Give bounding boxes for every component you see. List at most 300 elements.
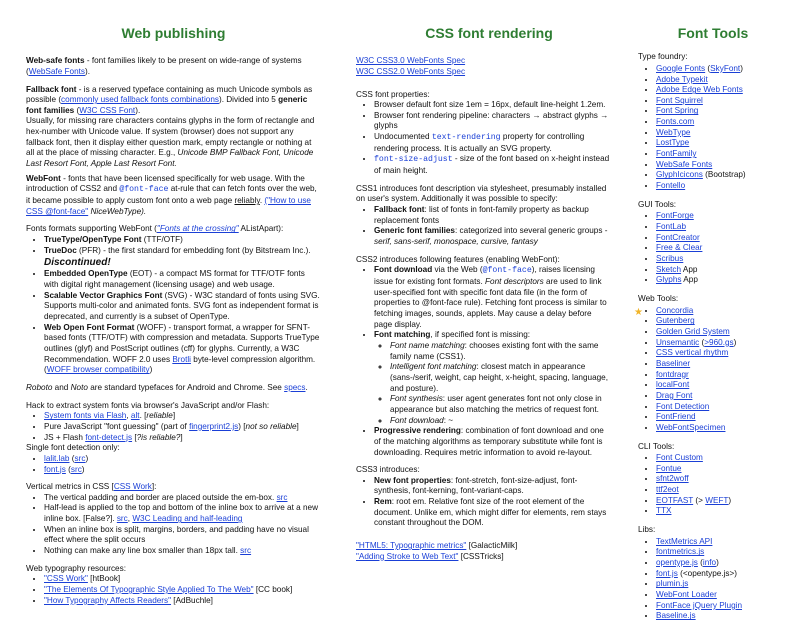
fallback-text-1: - is a reserved typeface containing as much Unicode symbols as possible ( — [26, 84, 313, 105]
opentype-js-link[interactable]: opentype.js — [656, 558, 698, 568]
resource-source: [AdBuchle] — [171, 595, 213, 605]
tool-item — [656, 160, 788, 171]
960-gs-link[interactable]: >960.gs — [704, 337, 734, 347]
tool-item — [656, 138, 788, 149]
baseliner-link[interactable]: Baseliner — [656, 358, 691, 368]
resources-list — [26, 574, 321, 606]
unsemantic-link[interactable]: Unsemantic — [656, 337, 700, 347]
vmetrics-text: The vertical padding and border are placed outside the em-box. — [44, 492, 277, 502]
tool-item — [656, 128, 788, 139]
fontforge-link[interactable]: FontForge — [656, 211, 694, 221]
tool-item — [656, 611, 788, 622]
websafe-text: - font families likely to be present on wide-range of systems ( — [26, 56, 302, 76]
vmetrics-list — [26, 493, 321, 557]
css-vertical-rhythm-link[interactable]: CSS vertical rhythm — [656, 348, 729, 358]
fontdragr-link[interactable]: fontdragr — [656, 369, 689, 379]
roboto-paragraph — [26, 383, 321, 394]
css2-text: ), raises licensing issue for existing font formats. — [374, 265, 595, 286]
type-foundry-label: Type foundry: — [638, 52, 688, 62]
fontfamily-link[interactable]: FontFamily — [656, 149, 697, 159]
fontlab-link[interactable]: FontLab — [656, 222, 687, 232]
matching-term: Font name matching — [390, 340, 465, 350]
fonts-at-crossing-link[interactable]: "Fonts at the crossing" — [156, 224, 239, 234]
font-squirrel-link[interactable]: Font Squirrel — [656, 95, 703, 105]
tool-item — [656, 254, 788, 265]
format-desc: (SVG) - W3C standard of fonts using SVG. Supports multi-color and animated fonts. SVG font as independent format is deprecated, and currently is a subset of OpenType. — [44, 290, 320, 321]
resource-item — [44, 585, 321, 596]
tool-item — [656, 85, 788, 96]
css1-text: : list of fonts in font-family property as backup replacement fonts — [374, 205, 589, 225]
font-size-adjust-code: font-size-adjust — [374, 155, 453, 165]
fallback-text-3: ( — [74, 105, 80, 115]
tool-item — [656, 496, 788, 507]
prop-item — [374, 154, 612, 176]
font-properties-section — [356, 90, 612, 177]
tool-item — [656, 181, 788, 192]
hack-note: reliable — [146, 411, 173, 421]
hack-sep: [ — [132, 432, 137, 442]
column-title-font-tools: Font Tools — [677, 25, 749, 41]
hack-sep: ) [ — [238, 421, 246, 431]
format-name: TrueDoc — [44, 245, 77, 255]
column-title-css-font-rendering: CSS font rendering — [425, 25, 553, 41]
font-detect-link[interactable]: font-detect.js — [85, 432, 133, 442]
baseline-js-link[interactable]: Baseline.js — [656, 611, 696, 621]
format-name: Web Open Font Format — [44, 322, 135, 332]
w3c-css2-spec-link[interactable]: W3C CSS2.0 WebFonts Spec — [356, 66, 466, 76]
info-link[interactable]: info — [702, 558, 717, 568]
webtype-link[interactable]: WebType — [656, 127, 691, 137]
tool-item — [656, 233, 788, 244]
google-fonts-link[interactable]: Google Fonts — [656, 63, 706, 73]
hack-note: not so reliable — [245, 421, 297, 431]
tool-item — [656, 547, 788, 558]
single-sep: ) — [85, 453, 89, 463]
vmetrics-item — [44, 493, 321, 504]
format-item — [44, 246, 321, 270]
webfontspecimen-link[interactable]: WebFontSpecimen — [656, 422, 726, 432]
ref-source: [CSSTricks] — [458, 551, 504, 561]
tool-item — [656, 117, 788, 128]
tool-note: ) — [728, 495, 732, 505]
css2-list — [356, 265, 612, 458]
css3-text: : font-stretch, font-size-adjust, font-synthesis, font-kerning, font-variant-caps. — [374, 475, 578, 496]
hack-text: Pure JavaScript "font guessing" (part of — [44, 421, 190, 431]
brotli-link[interactable]: Brotli — [172, 354, 191, 364]
vmetrics-text: When an inline box is split, margins, borders, and padding have no visual effect where the split occurs — [44, 524, 309, 545]
hack-item — [44, 411, 321, 422]
css3-list — [356, 476, 612, 529]
props-intro: CSS font properties: — [356, 89, 430, 99]
resources-intro: Web typography resources: — [26, 563, 126, 573]
fontfriend-link[interactable]: FontFriend — [656, 412, 696, 422]
webfont-term: WebFont — [26, 173, 61, 183]
tool-item — [634, 305, 788, 318]
matching-item — [390, 394, 612, 415]
hack-text: JS + Flash — [44, 432, 86, 442]
web-publishing-column — [26, 0, 321, 605]
matching-text: : user agent generates font not only close in appearance but also matching the metrics of request font. — [390, 394, 602, 414]
vmetrics-item — [44, 503, 321, 524]
matching-term: Font synthesis — [390, 394, 443, 404]
fingerprint2-link[interactable]: fingerprint2.js — [189, 421, 239, 431]
tool-item — [656, 106, 788, 117]
webfont-reliably: reliably — [234, 196, 260, 206]
css3-intro: CSS3 introduces: — [356, 465, 420, 475]
single-detection-list — [26, 454, 321, 475]
format-desc: (EOT) - a compact MS format for TTF/OTF fonts with digital right management (licensing usage) and web usage. — [44, 269, 305, 289]
fallback-text-2: ). Divided into 5 — [218, 95, 279, 105]
scribus-link[interactable]: Scribus — [656, 254, 684, 263]
formats-intro-text: Fonts formats supporting WebFont ( — [26, 224, 157, 234]
adobe-edge-web-fonts-link[interactable]: Adobe Edge Web Fonts — [656, 85, 743, 95]
tool-note: (> — [693, 495, 706, 505]
tool-item — [656, 601, 788, 612]
gutenberg-link[interactable]: Gutenberg — [656, 316, 695, 326]
eotfast-link[interactable]: EOTFAST — [656, 495, 694, 505]
hack-intro: Hack to extract system fonts via browser's JavaScript and/or Flash: — [26, 400, 270, 410]
tool-note: ( — [697, 558, 703, 568]
hack-note: ?is reliable? — [136, 432, 181, 442]
websafe-fonts-link[interactable]: WebSafe Fonts — [28, 66, 86, 76]
fontmetrics-js-link[interactable]: fontmetrics.js — [656, 547, 705, 557]
vmetrics-text: Half-lead is applied to the top and bottom of the inline box to arrive at a new inline box. [False?]. — [44, 503, 318, 524]
tool-note: App — [681, 264, 698, 274]
tool-item — [656, 558, 788, 569]
tool-note: ) — [740, 63, 743, 73]
libs-list — [638, 537, 788, 622]
css3-item — [374, 497, 612, 529]
css1-item — [374, 205, 612, 226]
vmetrics-text: Nothing can make any line box smaller than 18px tall. — [44, 546, 241, 556]
webfont-text-2: at-rule that can fetch fonts over the web, it became possible to apply custom font onto a web page — [26, 184, 317, 206]
font-detection-link[interactable]: Font Detection — [656, 401, 710, 411]
prop-text: property for controlling rendering process. It is actually an SVG property. — [374, 132, 585, 153]
tool-item — [656, 474, 788, 485]
generic-families-term: generic font families — [26, 95, 308, 115]
tool-item — [656, 391, 788, 402]
tool-item — [656, 211, 788, 222]
props-list — [356, 100, 612, 177]
css2-text: via the Web ( — [432, 265, 483, 275]
font-face-code: @font-face — [482, 266, 532, 276]
matching-item — [390, 362, 612, 394]
css2-item — [374, 330, 612, 426]
tool-item — [656, 243, 788, 254]
format-item — [44, 291, 321, 323]
star-icon: • ★ — [634, 306, 643, 318]
hack-item — [44, 433, 321, 444]
vmetrics-item — [44, 546, 321, 557]
prop-item — [374, 132, 612, 154]
prop-item — [374, 100, 612, 111]
tool-item — [656, 423, 788, 434]
css-work-link[interactable]: CSS Work — [113, 482, 152, 492]
resource-source: [CC book] — [253, 585, 293, 595]
webfont-text-3: . — [259, 196, 265, 206]
ttx-link[interactable]: TTX — [656, 506, 672, 516]
css2-item — [374, 265, 612, 330]
websafe-end: ). — [85, 66, 91, 76]
css1-list — [356, 205, 612, 248]
hack-sep: . [ — [139, 411, 147, 421]
matching-item — [390, 416, 612, 427]
concordia-link[interactable]: Concordia — [656, 305, 694, 315]
adding-stroke-link[interactable]: "Adding Stroke to Web Text" — [356, 551, 459, 561]
hack-list — [26, 411, 321, 443]
tool-item — [656, 537, 788, 548]
web-tools-label: Web Tools: — [638, 293, 679, 303]
css2-item — [374, 426, 612, 458]
format-desc: (WOFF) - transport format, a wrapper for SFNT-based fonts (TTF/OTF) with compression and metadata. Supports TrueType outlines (glyf) and PostScript outlines (cff) for glyphs. Currently, a W3C Recommendation. WOFF 2.0 uses — [44, 322, 320, 364]
tool-note: (<opentype.js>) — [677, 568, 738, 578]
css2-term: Progressive rendering — [374, 426, 461, 436]
tool-item — [656, 316, 788, 327]
roboto-text-1: and — [52, 382, 71, 392]
css1-section — [356, 184, 612, 248]
tool-item — [656, 579, 788, 590]
single-sep: ) — [81, 464, 85, 474]
prop-text: Browser default font size 1em = 16px, default line-height 1.2em. — [374, 100, 606, 110]
tool-note: ( — [705, 63, 711, 73]
format-item — [44, 323, 321, 376]
typography-readers-link[interactable]: "How Typography Affects Readers" — [44, 595, 172, 605]
html5-typographic-metrics-link[interactable]: "HTML5: Typographic metrics" — [356, 541, 467, 551]
css2-section — [356, 255, 612, 458]
src-link[interactable]: src — [240, 546, 252, 556]
css-font-rendering-column — [356, 0, 612, 605]
glyphicicons-link[interactable]: GlyphIcicons — [656, 170, 703, 180]
fallback-paragraph — [26, 85, 321, 170]
tool-item — [656, 170, 788, 181]
tool-note: App — [681, 275, 698, 285]
font-descriptors-term: Font descriptors — [485, 277, 544, 286]
src-link[interactable]: src — [74, 453, 86, 463]
tool-item — [656, 75, 788, 86]
losttype-link[interactable]: LostType — [656, 138, 690, 148]
css2-intro: CSS2 introduces following features (enabling WebFont): — [356, 254, 560, 264]
css1-term: Fallback font — [374, 205, 425, 215]
vmetrics-intro-end: ]: — [151, 482, 157, 492]
webfont-text-1: - fonts that have been licensed specifically for web usage. With the introduction of CSS2 and — [26, 173, 305, 194]
tool-item — [656, 64, 788, 75]
format-item — [44, 269, 321, 290]
drag-font-link[interactable]: Drag Font — [656, 390, 693, 400]
css3-item — [374, 476, 612, 497]
fontface-jquery-plugin-link[interactable]: FontFace jQuery Plugin — [656, 600, 743, 610]
fallback-examples: Unicode BMP Fallback Font, Unicode Last Resort Font, Apple Last Resort Font. — [26, 148, 314, 169]
resource-source: [htBook] — [87, 574, 121, 584]
w3c-css3-spec-link[interactable]: W3C CSS3.0 WebFonts Spec — [356, 56, 466, 66]
skyfont-link[interactable]: SkyFont — [710, 63, 741, 73]
tool-item — [656, 402, 788, 413]
ttf2eot-link[interactable]: ttf2eot — [656, 485, 679, 495]
format-name: Scalable Vector Graphics Font — [44, 290, 163, 300]
tool-item — [656, 380, 788, 391]
font-formats-intro — [26, 224, 321, 235]
vmetrics-item — [44, 525, 321, 546]
tool-item — [656, 265, 788, 276]
matching-text: : closest match in appearance (sans-/serif, weight, cap height, x-height, spacing, language, and posture). — [390, 362, 609, 393]
w3c-leading-link[interactable]: W3C Leading and half-leading — [132, 514, 243, 524]
css2-term: Font matching — [374, 330, 431, 340]
adobe-typekit-link[interactable]: Adobe Typekit — [656, 74, 708, 84]
glyphs-link[interactable]: Glyphs — [656, 275, 682, 285]
font-custom-link[interactable]: Font Custom — [656, 453, 703, 463]
ref-source: [GalacticMilk] — [466, 541, 518, 551]
tool-item — [656, 464, 788, 475]
sfnt2woff-link[interactable]: sfnt2woff — [656, 474, 689, 484]
css2-text: : combination of font download and one of the matching algorithms as temporary substitute while font is downloading. Requires metric information to avoid re-layout. — [374, 426, 604, 457]
noto-name: Noto — [70, 382, 88, 392]
gui-tools-list — [638, 211, 788, 286]
font-js-link[interactable]: font.js — [656, 568, 678, 578]
tool-item — [656, 453, 788, 464]
vertical-metrics-section — [26, 482, 321, 557]
matching-item — [390, 341, 612, 362]
src-link[interactable]: src — [70, 464, 82, 474]
css1-text: : categorized into several generic groups - — [455, 226, 608, 236]
fontue-link[interactable]: Fontue — [656, 463, 682, 473]
textmetrics-api-link[interactable]: TextMetrics API — [656, 536, 713, 546]
css3-section — [356, 465, 612, 529]
css-work-book-link[interactable]: "CSS Work" — [44, 574, 88, 584]
tool-item — [656, 348, 788, 359]
tool-item — [656, 275, 788, 286]
web-tools-list — [634, 305, 788, 434]
css1-intro: CSS1 introduces font description via stylesheet, presumably installed on user's system. Additionally it was possible to specify: — [356, 183, 607, 204]
prop-text: - size of the font based on x-height instead of main height. — [374, 154, 610, 176]
tool-item — [656, 149, 788, 160]
roboto-text-2: are standard typefaces for Android and Chrome. See — [87, 382, 285, 392]
tool-item — [656, 506, 788, 517]
cli-tools-list — [638, 453, 788, 517]
src-link[interactable]: src — [276, 492, 288, 502]
cli-tools-label: CLI Tools: — [638, 441, 675, 451]
hack-sep: ] — [172, 411, 176, 421]
tool-item — [656, 338, 788, 349]
hack-sep: ] — [180, 432, 183, 442]
format-name: TrueType/OpenType Font — [44, 235, 142, 245]
fontcreator-link[interactable]: FontCreator — [656, 232, 700, 242]
column-title-web-publishing: Web publishing — [121, 25, 226, 41]
roboto-name: Roboto — [26, 382, 53, 392]
src-link[interactable]: src — [116, 514, 128, 524]
golden-grid-system-link[interactable]: Golden Grid System — [656, 326, 730, 336]
generic-families-list: serif, sans-serif, monospace, cursive, fantasy — [374, 237, 538, 247]
css3-term: Rem — [374, 497, 392, 507]
webfont-text-4: NiceWebType). — [88, 206, 147, 216]
single-sep: ( — [69, 453, 75, 463]
fallback-combinations-link[interactable]: commonly used fallback fonts combinations — [61, 95, 219, 105]
vmetrics-intro-text: Vertical metrics in CSS [ — [26, 482, 114, 492]
w3c-css-font-link[interactable]: W3C CSS Font — [79, 105, 136, 115]
fallback-text-5: Usually, for missing rare characters contains glyphs in the form of rectangle and hex-number with Unicode value. If system (browser) does not support any fallback font, then it display either question mark, empty rectangle or nothing at all at the place of missing character. E.g., — [26, 116, 315, 158]
weft-link[interactable]: WEFT — [705, 495, 729, 505]
fallback-text-4: ). — [135, 105, 141, 115]
tool-item — [656, 590, 788, 601]
system-fonts-flash-link[interactable]: System fonts via Flash — [44, 411, 127, 421]
alt-link[interactable]: alt — [130, 411, 140, 421]
free-clear-link[interactable]: Free & Clear — [656, 243, 703, 253]
css3-term: New font properties — [374, 475, 451, 485]
hack-item — [44, 422, 321, 433]
tool-item — [656, 359, 788, 370]
tool-item — [656, 412, 788, 423]
tool-note: (Bootstrap) — [702, 170, 746, 180]
tool-item — [656, 485, 788, 496]
websafe-fonts-link[interactable]: WebSafe Fonts — [656, 159, 713, 169]
sketch-link[interactable]: Sketch — [656, 264, 682, 274]
specs-link[interactable]: specs — [284, 382, 306, 392]
font-js-link[interactable]: font.js — [44, 464, 66, 474]
format-desc: (TTF/OTF) — [141, 235, 183, 245]
format-name: Embedded OpenType — [44, 269, 128, 279]
tool-item — [656, 96, 788, 107]
spec-links — [356, 56, 612, 77]
resource-item — [44, 596, 321, 607]
tool-note: ) — [716, 558, 719, 568]
prop-text: Browser font rendering pipeline: characters → abstract glyphs → glyphs — [374, 110, 609, 131]
libs-label: Libs: — [638, 525, 656, 535]
websafe-paragraph — [26, 56, 321, 77]
fontello-link[interactable]: Fontello — [656, 181, 686, 191]
vmetrics-sep: , — [127, 514, 133, 524]
webfont-paragraph — [26, 174, 321, 218]
font-formats-section — [26, 224, 321, 376]
css2-text: are used to link user-specified font with specific font data file (in the form of properties to @font-face rule). Fetching font process is similar to fetching images, sounds, applets. May cause a delay before page display. — [374, 277, 607, 329]
reference-links — [356, 541, 612, 562]
hack-sep: ] — [296, 421, 299, 431]
localfont-link[interactable]: localFont — [656, 380, 690, 390]
how-to-use-font-face-link[interactable]: ("How to use CSS @font-face" — [26, 196, 311, 216]
format-desc-2: byte-level compression algorithm. ( — [44, 354, 316, 375]
css2-term: Font download — [374, 265, 433, 275]
font-formats-list — [26, 235, 321, 376]
font-tools-column — [634, 0, 788, 621]
webfont-loader-link[interactable]: WebFont Loader — [656, 590, 717, 600]
elements-typographic-style-link[interactable]: "The Elements Of Typographic Style Applied To The Web" — [44, 585, 254, 595]
font-face-code: @font-face — [119, 185, 169, 195]
format-desc-3: ) — [149, 365, 153, 375]
css1-item — [374, 226, 612, 247]
matching-text: : chooses existing font with the same family name (CSS1). — [390, 340, 599, 361]
roboto-text-3: . — [305, 382, 308, 392]
css1-term: Generic font families — [374, 226, 455, 236]
font-spring-link[interactable]: Font Spring — [656, 106, 699, 116]
tool-note: ) — [733, 337, 737, 347]
css3-text: : root em. Relative font size of the root element of the document. Unlike em, which might differ for elements, rem stays constant throughout the DOM. — [374, 497, 607, 528]
resources-section — [26, 564, 321, 607]
single-item — [44, 465, 321, 476]
format-desc: (PFR) - the first standard for embedding font (by Bitstream Inc.). — [76, 245, 311, 255]
websafe-term: Web-safe fonts — [26, 56, 85, 66]
single-detection-label: Single font detection only: — [26, 443, 120, 453]
resource-item — [44, 574, 321, 585]
fonts-com-link[interactable]: Fonts.com — [656, 117, 695, 127]
plumin-js-link[interactable]: plumin.js — [656, 579, 689, 589]
formats-intro-end: AListApart): — [238, 224, 284, 234]
woff-compat-link[interactable]: WOFF browser compatibility — [46, 365, 150, 375]
single-sep: ( — [65, 464, 71, 474]
fallback-term: Fallback font — [26, 84, 77, 94]
hack-section — [26, 401, 321, 476]
matching-text: : ~ — [443, 415, 454, 425]
lalit-lab-link[interactable]: lalit.lab — [44, 453, 70, 463]
text-rendering-code: text-rendering — [431, 133, 501, 143]
hack-sep: , — [126, 411, 131, 421]
prop-item — [374, 111, 612, 132]
